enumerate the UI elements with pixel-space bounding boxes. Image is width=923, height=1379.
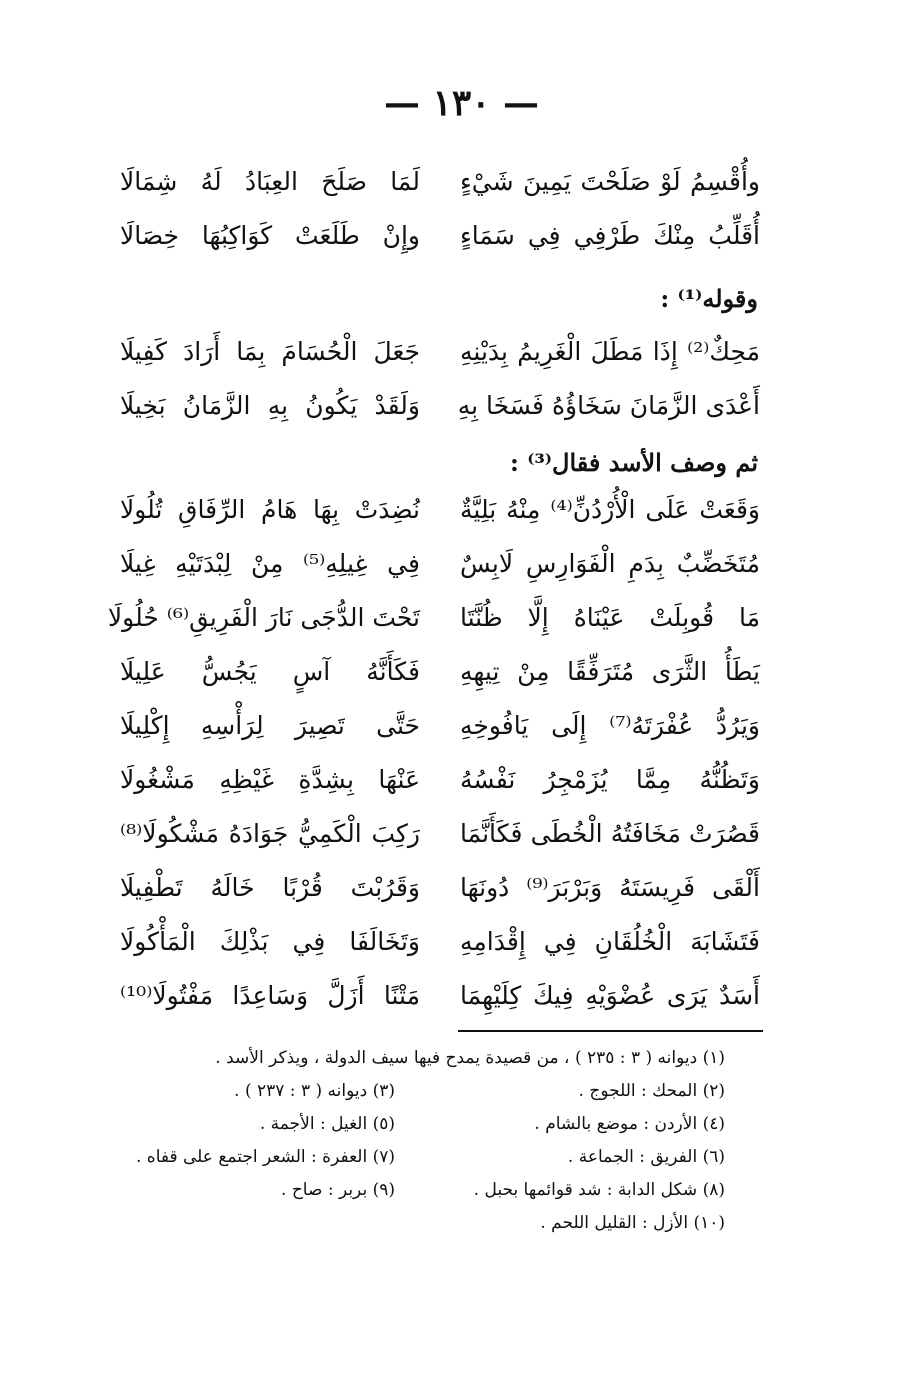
verse-second-hemistich: حَتَّى تَصِيرَ لِرَأْسِهِ إِكْلِيلَا: [120, 711, 420, 740]
verse-line: [107, 591, 760, 645]
verse-line: [120, 379, 760, 433]
verse-first-hemistich: وأُقْسِمُ لَوْ صَلَحْتَ يَمِينَ شَيْءٍ: [460, 167, 760, 196]
verse-line: [120, 155, 760, 209]
verse-second-hemistich: وَتَخَالَفَا فِي بَذْلِكَ الْمَأْكُولَا: [120, 927, 420, 956]
footnote-row: [150, 1108, 725, 1141]
poem-group-2: [120, 325, 760, 433]
footnote: (٧) العفرة : الشعر اجتمع على قفاه .: [135, 1147, 395, 1167]
verse-second-hemistich: فِي غِيلِهِ⁽⁵⁾ مِنْ لِبْدَتَيْهِ غِيلَا: [120, 549, 420, 578]
footnote-row: [135, 1141, 725, 1174]
footnote: (٢) المحك : اللجوج .: [578, 1081, 725, 1101]
verse-line: [120, 969, 760, 1023]
verse-line: [120, 209, 760, 263]
footnote-row: [150, 1174, 725, 1207]
intro-heading: ثم وصف الأسد فقال⁽³⁾ :: [510, 448, 758, 477]
verse-first-hemistich: وَقَعَتْ عَلَى الْأُرْدُنِّ⁽⁴⁾ مِنْهُ بَلِيَّةٌ: [460, 495, 760, 524]
poem-group-1: [120, 155, 760, 263]
verse-second-hemistich: وإِنْ طَلَعَتْ كَوَاكِبُهَا خِصَالَا: [120, 221, 420, 250]
verse-second-hemistich: رَكِبَ الْكَمِيُّ جَوَادَهُ مَشْكُولَا⁽⁸⁾: [120, 819, 420, 848]
verse-first-hemistich: قَصُرَتْ مَخَافَتُهُ الْخُطَى فَكَأَنَّمَا: [460, 819, 760, 848]
footnote-row: [150, 1075, 725, 1108]
verse-second-hemistich: عَنْهَا بِشِدَّةِ غَيْظِهِ مَشْغُولَا: [120, 765, 420, 794]
verse-first-hemistich: فَتَشَابَهَ الْخُلُقَانِ فِي إِقْدَامِهِ: [460, 927, 760, 956]
verse-first-hemistich: يَطَأُ الثَّرَى مُتَرَفِّقًا مِنْ تِيهِهِ: [460, 657, 760, 686]
verse-second-hemistich: نُضِدَتْ بِهَا هَامُ الرِّفَاقِ تُلُولَا: [120, 495, 420, 524]
verse-second-hemistich: وَلَقَدْ يَكُونُ بِهِ الزَّمَانُ بَخِيلَا: [120, 391, 420, 420]
verse-second-hemistich: تَحْتَ الدُّجَى نَارَ الْفَرِيقِ⁽⁶⁾ حُلُولَا: [107, 603, 420, 632]
verse-line: [120, 915, 760, 969]
footnote: (٨) شكل الدابة : شد قوائمها بحبل .: [473, 1180, 725, 1200]
verse-second-hemistich: وَقَرُبْتَ قُرْبًا خَالَهُ تَطْفِيلَا: [120, 873, 420, 902]
verse-first-hemistich: أَسَدٌ يَرَى عُضْوَيْهِ فِيكَ كِلَيْهِمَا: [460, 981, 760, 1010]
page-number: — ١٣٠ —: [383, 82, 540, 124]
footnote: (١) ديوانه ( ٣ : ٢٣٥ ) ، من قصيدة يمدح فيها سيف الدولة ، ويذكر الأسد .: [215, 1048, 725, 1068]
verse-second-hemistich: مَتْنًا أَزَلَّ وَسَاعِدًا مَفْتُولَا⁽¹⁰⁾: [120, 981, 420, 1010]
verse-first-hemistich: أَعْدَى الزَّمَانَ سَخَاؤُهُ فَسَخَا بِهِ: [457, 391, 760, 420]
footnotes: [135, 1042, 725, 1240]
footnote: (٥) الغيل : الأجمة .: [259, 1114, 395, 1134]
verse-first-hemistich: وَتَظُنُّهُ مِمَّا يُزَمْجِرُ نَفْسُهُ: [460, 765, 760, 794]
verse-line: [120, 861, 760, 915]
verse-line: [120, 537, 760, 591]
poem-group-3: [107, 483, 761, 1023]
verse-first-hemistich: أَلْقَى فَرِيسَتَهُ وَبَرْبَرَ⁽⁹⁾ دُونَهَا: [460, 873, 760, 902]
verse-second-hemistich: لَمَا صَلَحَ العِبَادُ لَهُ شِمَالَا: [120, 167, 420, 196]
verse-line: [120, 483, 760, 537]
verse-first-hemistich: أُقَلِّبُ مِنْكَ طَرْفِي فِي سَمَاءٍ: [460, 221, 760, 250]
verse-line: [120, 645, 760, 699]
footnote-divider: [458, 1030, 763, 1032]
footnote: (٦) الفريق : الجماعة .: [567, 1147, 725, 1167]
verse-second-hemistich: جَعَلَ الْحُسَامَ بِمَا أَرَادَ كَفِيلَا: [120, 337, 420, 366]
footnote: (١٠) الأزل : القليل اللحم .: [540, 1213, 725, 1233]
verse-first-hemistich: مَا قُوبِلَتْ عَيْنَاهُ إِلَّا ظُنَّتَا: [460, 603, 760, 632]
footnote: (٤) الأردن : موضع بالشام .: [534, 1114, 725, 1134]
verse-line: [120, 753, 760, 807]
verse-second-hemistich: فَكَأَنَّهُ آسٍ يَجُسُّ عَلِيلَا: [120, 657, 420, 686]
verse-first-hemistich: وَيَرُدُّ عُفْرَتَهُ⁽⁷⁾ إِلَى يَافُوخِهِ: [460, 711, 761, 740]
verse-line: [120, 325, 760, 379]
verse-line: [120, 807, 760, 861]
footnote: (٩) بربر : صاح .: [281, 1180, 395, 1200]
verse-line: [120, 699, 760, 753]
footnote: (٣) ديوانه ( ٣ : ٢٣٧ ) .: [234, 1081, 395, 1101]
intro-heading: وقوله⁽¹⁾ :: [660, 284, 758, 313]
verse-first-hemistich: مُتَخَضِّبٌ بِدَمِ الْفَوَارِسِ لَابِسٌ: [460, 549, 760, 578]
verse-first-hemistich: مَحِكٌ⁽²⁾ إِذَا مَطَلَ الْغَرِيمُ بِدَيْنِهِ: [460, 337, 760, 366]
